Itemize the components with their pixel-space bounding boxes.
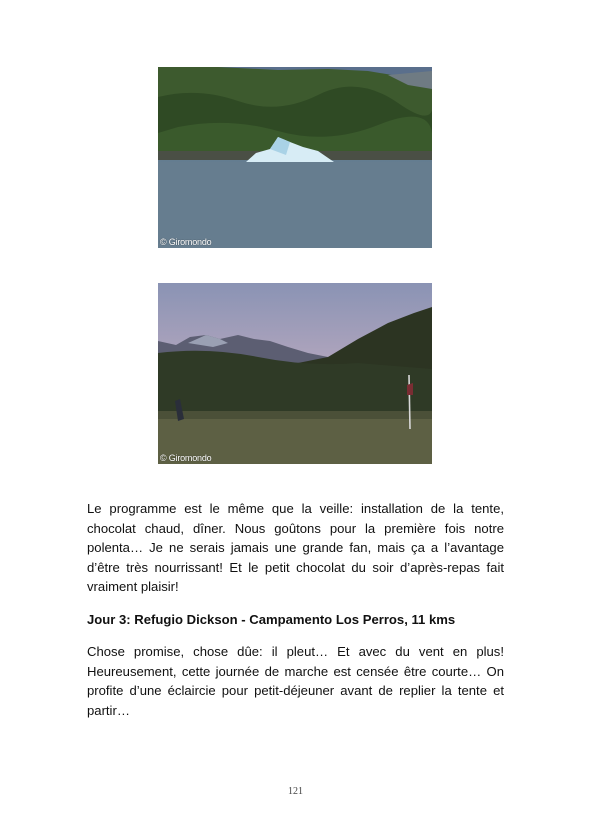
photo-mountains <box>158 283 432 464</box>
body-paragraph: Le programme est le même que la veille: installation de la tente, chocolat chaud, dîner. Nous goûtons pour la première fois notre polenta… Je ne serais jamais une grande fan, mais ça a l’avantage d’être très nourrissant! Et le petit chocolat du soir d’après-repas fait vraiment plaisir! <box>87 501 504 594</box>
photo-iceberg <box>158 67 432 248</box>
page-number: 121 <box>288 786 303 797</box>
photo-credit: © Giromondo <box>160 237 212 247</box>
photo-credit: © Giromondo <box>160 453 212 463</box>
section-heading: Jour 3: Refugio Dickson - Campamento Los Perros, 11 kms <box>87 612 456 627</box>
body-paragraph: Chose promise, chose dûe: il pleut… Et avec du vent en plus! Heureusement, cette journée de marche est censée être courte… On profite d’une éclaircie pour petit-déjeuner avant de replier la tente et partir… <box>87 644 504 718</box>
